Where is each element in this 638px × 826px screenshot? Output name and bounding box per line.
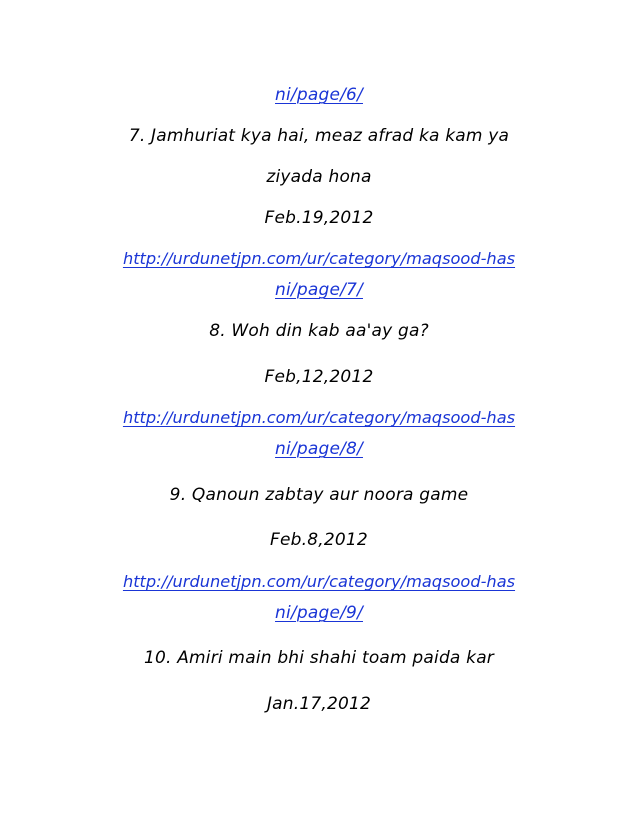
article-title-7-continued: ziyada hona <box>266 167 372 187</box>
page-link-9-continued[interactable]: ni/page/9/ <box>275 603 363 623</box>
line-5 <box>0 246 638 272</box>
article-date-8: Feb,12,2012 <box>264 367 374 387</box>
page-link-7-continued[interactable]: ni/page/7/ <box>275 280 363 300</box>
article-title-9: 9. Qanoun zabtay aur noora game <box>169 485 469 505</box>
line-10 <box>0 436 638 462</box>
article-date-9: Feb.8,2012 <box>270 530 368 550</box>
line-9 <box>0 405 638 431</box>
page-link-8[interactable]: http://urdunetjpn.com/ur/category/maqsood-has <box>122 408 516 427</box>
article-title-8: 8. Woh din kab aa'ay ga? <box>209 321 429 341</box>
article-date-7: Feb.19,2012 <box>264 208 374 228</box>
page-link-7[interactable]: http://urdunetjpn.com/ur/category/maqsood-has <box>122 249 516 268</box>
line-1 <box>0 82 638 108</box>
article-title-7: 7. Jamhuriat kya hai, meaz afrad ka kam ya <box>128 126 510 146</box>
article-title-10: 10. Amiri main bhi shahi toam paida kar <box>143 648 495 668</box>
page-link-9[interactable]: http://urdunetjpn.com/ur/category/maqsood-has <box>122 572 516 591</box>
article-date-10: Jan.17,2012 <box>266 694 372 714</box>
page-link-8-continued[interactable]: ni/page/8/ <box>275 439 363 459</box>
line-6 <box>0 277 638 303</box>
line-14 <box>0 600 638 626</box>
page-link-6-continued[interactable]: ni/page/6/ <box>275 85 363 105</box>
line-13 <box>0 569 638 595</box>
